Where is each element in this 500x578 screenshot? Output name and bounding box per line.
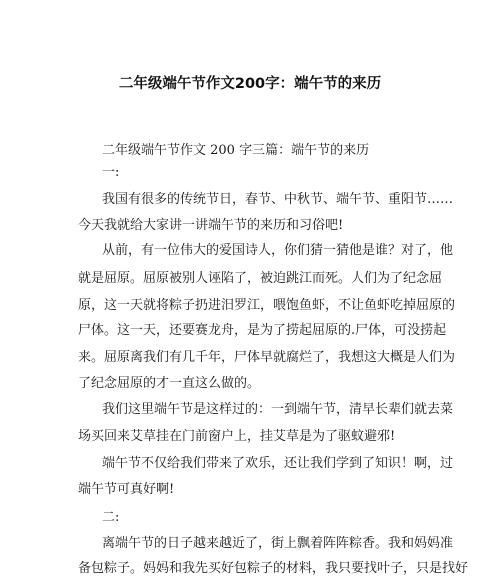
- paragraph-line: 尸体。这一天，还要赛龙舟，是为了捞起屈原的.尸体，可没捞起: [78, 323, 447, 338]
- paragraph-line: 今天我就给大家讲一讲端午节的来历和习俗吧!: [78, 218, 344, 233]
- paragraph-line: 我国有很多的传统节日，春节、中秋节、端午节、重阳节……: [102, 192, 454, 207]
- paragraph-line: 端午节可真好啊!: [78, 482, 175, 497]
- paragraph-line: 就是屈原。屈原被别人诬陷了，被迫跳江而死。人们为了纪念屈: [78, 271, 443, 286]
- paragraph-line: 场买回来艾草挂在门前窗户上，挂艾草是为了驱蚊避邪!: [78, 429, 396, 444]
- paragraph-line: 我们这里端午节是这样过的：一到端午节，清早长辈们就去菜: [102, 402, 454, 417]
- section-marker-one: 一:: [102, 165, 120, 180]
- paragraph-line: 原，这一天就将粽子扔进汨罗江，喂饱鱼虾，不让鱼虾吃掉屈原的: [78, 298, 456, 313]
- paragraph-line: 来。屈原离我们有几千年，尸体早就腐烂了，我想这大概是人们为: [78, 350, 456, 365]
- paragraph-line: 从前，有一位伟大的爱国诗人，你们猜一猜他是谁？对了，他: [102, 243, 454, 258]
- subheading: 二年级端午节作文 200 字三篇：端午节的来历: [102, 143, 370, 158]
- paragraph-line: 了纪念屈原的才一直这么做的。: [78, 376, 261, 391]
- paragraph-line-cutoff: 备包粽子。妈妈和我先买好包粽子的材料，我只要找叶子，只是找好: [78, 561, 469, 576]
- paragraph-line: 端午节不仅给我们带来了欢乐，还让我们学到了知识！啊，过: [102, 456, 454, 471]
- document-title: 二年级端午节作文200字：端午节的来历: [118, 76, 382, 92]
- section-marker-two: 二:: [102, 510, 120, 525]
- paragraph-line: 离端午节的日子越来越近了，街上飘着阵阵粽香。我和妈妈准: [102, 536, 454, 551]
